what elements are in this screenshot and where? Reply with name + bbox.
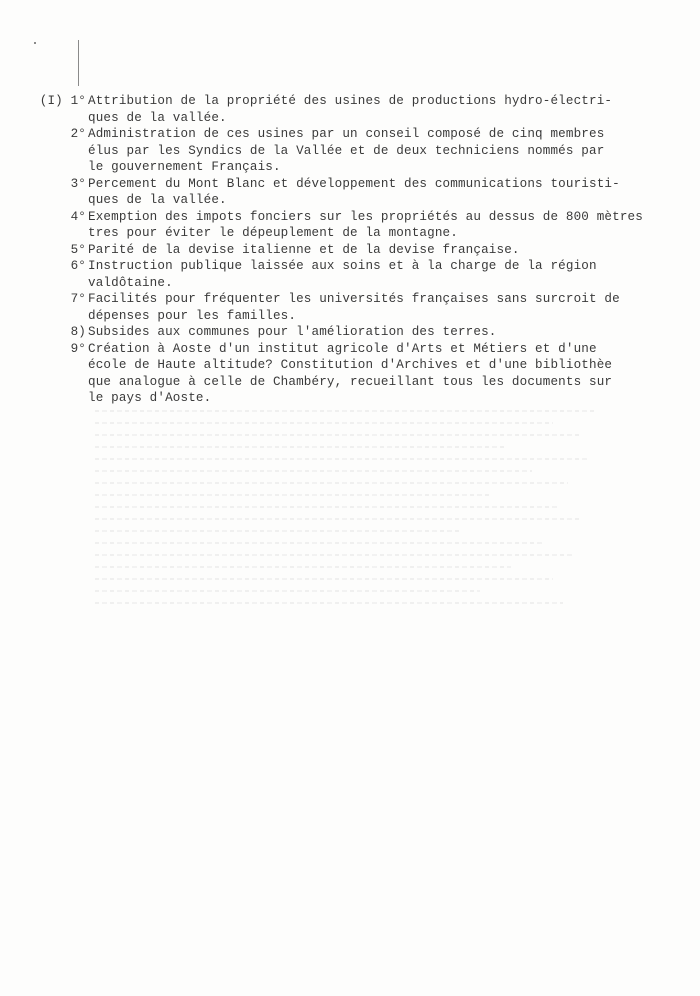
item-number: 9° bbox=[70, 341, 86, 356]
item-text-line: valdôtaine. bbox=[88, 275, 173, 290]
item-text-line: école de Haute altitude? Constitution d'Archives et d'une bibliothèe bbox=[88, 358, 613, 372]
list-item bbox=[28, 341, 688, 407]
item-text-line: Subsides aux communes pour l'amélioration des terres. bbox=[88, 325, 497, 339]
item-text-line: le gouvernement Français. bbox=[88, 160, 281, 174]
list-item bbox=[28, 291, 688, 324]
list-item bbox=[28, 324, 688, 341]
margin-mark bbox=[34, 42, 36, 44]
item-text-line: Administration de ces usines par un conseil composé de cinq membres bbox=[88, 127, 605, 141]
item-number: 4° bbox=[70, 209, 86, 224]
list-item bbox=[28, 176, 688, 209]
item-text-line: le pays d'Aoste. bbox=[88, 391, 212, 405]
item-number: 2° bbox=[70, 127, 86, 141]
item-text-line: ques de la vallée. bbox=[88, 193, 227, 207]
item-text-line: dépenses pour les familles. bbox=[88, 308, 297, 323]
item-text-line: Parité de la devise italienne et de la devise française. bbox=[88, 242, 520, 257]
item-number: 3° bbox=[70, 176, 86, 191]
numbered-list bbox=[28, 93, 688, 407]
item-text-line: que analogue à celle de Chambéry, recueillant tous les documents sur bbox=[88, 374, 613, 389]
list-item bbox=[28, 209, 688, 242]
item-number: 5° bbox=[70, 242, 86, 257]
item-number: (I) 1° bbox=[39, 94, 86, 108]
bleed-through-text bbox=[95, 410, 615, 614]
margin-mark bbox=[78, 40, 79, 86]
item-text-line: Création à Aoste d'un institut agricole d'Arts et Métiers et d'une bbox=[88, 341, 597, 356]
item-text-line: Percement du Mont Blanc et développement des communications touristi- bbox=[88, 176, 620, 191]
list-item bbox=[28, 93, 688, 126]
item-number: 7° bbox=[70, 292, 86, 306]
item-text-line: ques de la vallée. bbox=[88, 110, 227, 125]
list-item bbox=[28, 126, 688, 176]
item-text-line: Exemption des impots fonciers sur les propriétés au dessus de 800 mètres bbox=[88, 209, 643, 224]
list-item bbox=[28, 242, 688, 259]
item-text-line: Attribution de la propriété des usines de productions hydro-électri- bbox=[88, 94, 613, 108]
item-text-line: tres pour éviter le dépeuplement de la montagne. bbox=[88, 226, 458, 240]
item-text-line: élus par les Syndics de la Vallée et de deux techniciens nommés par bbox=[88, 143, 605, 158]
item-number: 8) bbox=[70, 325, 86, 339]
item-number: 6° bbox=[70, 259, 86, 273]
item-text-line: Facilités pour fréquenter les universités françaises sans surcroit de bbox=[88, 292, 620, 306]
list-item bbox=[28, 258, 688, 291]
item-text-line: Instruction publique laissée aux soins et à la charge de la région bbox=[88, 259, 597, 273]
